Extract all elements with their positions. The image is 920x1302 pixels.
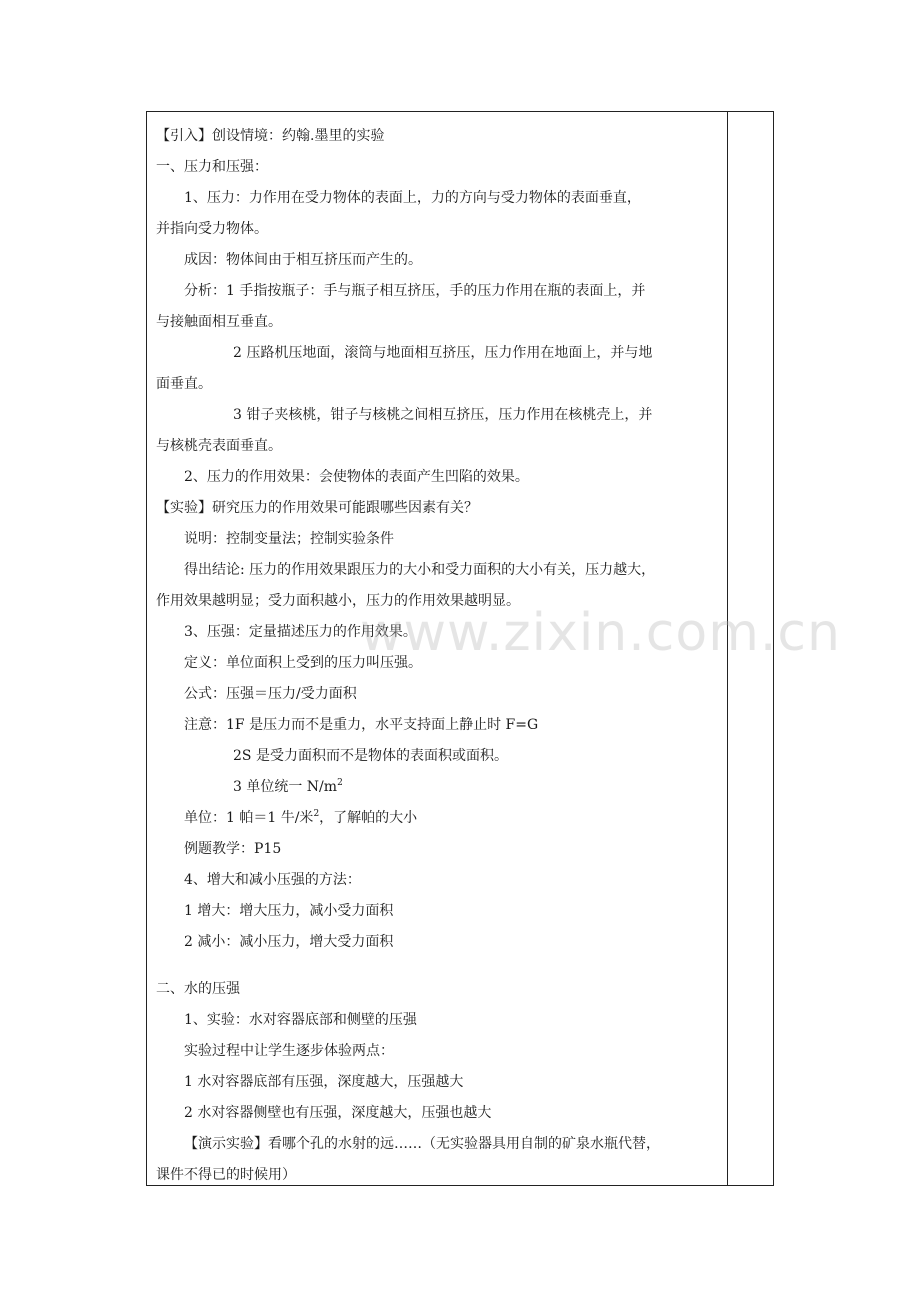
text-line: 公式：压强＝压力/受力面积	[184, 686, 357, 702]
watermark: www.zixin.com.cn	[360, 603, 841, 663]
text-line: 1、实验：水对容器底部和侧壁的压强	[184, 1012, 417, 1028]
text-line: 课件不得已的时候用）	[156, 1167, 296, 1183]
text-line: 定义：单位面积上受到的压力叫压强。	[184, 655, 422, 671]
superscript: 2	[313, 809, 320, 819]
text-line: 1 增大：增大压力，减小受力面积	[184, 903, 394, 919]
text-line: 【实验】研究压力的作用效果可能跟哪些因素有关？	[156, 500, 478, 516]
section-heading: 一、压力和压强：	[156, 159, 268, 175]
lesson-content	[156, 121, 722, 1191]
text-line: 1、压力：力作用在受力物体的表面上，力的方向与受力物体的表面垂直，	[184, 190, 641, 206]
unit-text-tail: ，了解帕的大小	[319, 810, 418, 826]
text-line: 成因：物体间由于相互挤压而产生的。	[184, 252, 422, 268]
text-line: 2S 是受力面积而不是物体的表面积或面积。	[233, 748, 508, 764]
text-line: 得出结论: 压力的作用效果跟压力的大小和受力面积的大小有关，压力越大，	[184, 562, 656, 578]
column-divider	[727, 112, 728, 1185]
text-line: 1 水对容器底部有压强，深度越大，压强越大	[184, 1074, 464, 1090]
text-line: 4、增大和减小压强的方法：	[184, 872, 361, 888]
text-line: 与接触面相互垂直。	[156, 314, 282, 330]
text-line	[156, 772, 722, 803]
text-line: 【演示实验】看哪个孔的水射的远……（无实验器具用自制的矿泉水瓶代替，	[184, 1136, 660, 1152]
text-line: 3、压强：定量描述压力的作用效果。	[184, 624, 417, 640]
unit-text: 3 单位统一 N/m	[233, 779, 338, 795]
text-line: 3 钳子夹核桃，钳子与核桃之间相互挤压，压力作用在核桃壳上，并	[233, 407, 653, 423]
text-line: 2、压力的作用效果：会使物体的表面产生凹陷的效果。	[184, 469, 529, 485]
text-line: 2 减小：减小压力，增大受力面积	[184, 934, 394, 950]
text-line: 分析：1 手指按瓶子：手与瓶子相互挤压，手的压力作用在瓶的表面上，并	[184, 283, 646, 299]
text-line: 例题教学：P15	[184, 841, 282, 857]
text-line	[156, 803, 722, 834]
unit-text: 单位：1 帕＝1 牛/米	[184, 810, 314, 826]
text-line: 作用效果越明显；受力面积越小，压力的作用效果越明显。	[156, 593, 520, 609]
text-line: 2 压路机压地面，滚筒与地面相互挤压，压力作用在地面上，并与地	[233, 345, 653, 361]
text-line: 与核桃壳表面垂直。	[156, 438, 282, 454]
text-line: 2 水对容器侧壁也有压强，深度越大，压强也越大	[184, 1105, 492, 1121]
spacer	[156, 958, 722, 974]
superscript: 2	[337, 778, 343, 788]
text-line: 面垂直。	[156, 376, 212, 392]
section-heading: 二、水的压强	[156, 981, 240, 997]
text-line: 实验过程中让学生逐步体验两点：	[184, 1043, 394, 1059]
text-line: 注意：1F 是压力而不是重力，水平支持面上静止时 F=G	[184, 717, 539, 733]
text-line: 并指向受力物体。	[156, 221, 268, 237]
content-table	[146, 111, 774, 1186]
text-line: 【引入】创设情境：约翰.墨里的实验	[156, 128, 385, 144]
text-line: 说明：控制变量法；控制实验条件	[184, 531, 394, 547]
